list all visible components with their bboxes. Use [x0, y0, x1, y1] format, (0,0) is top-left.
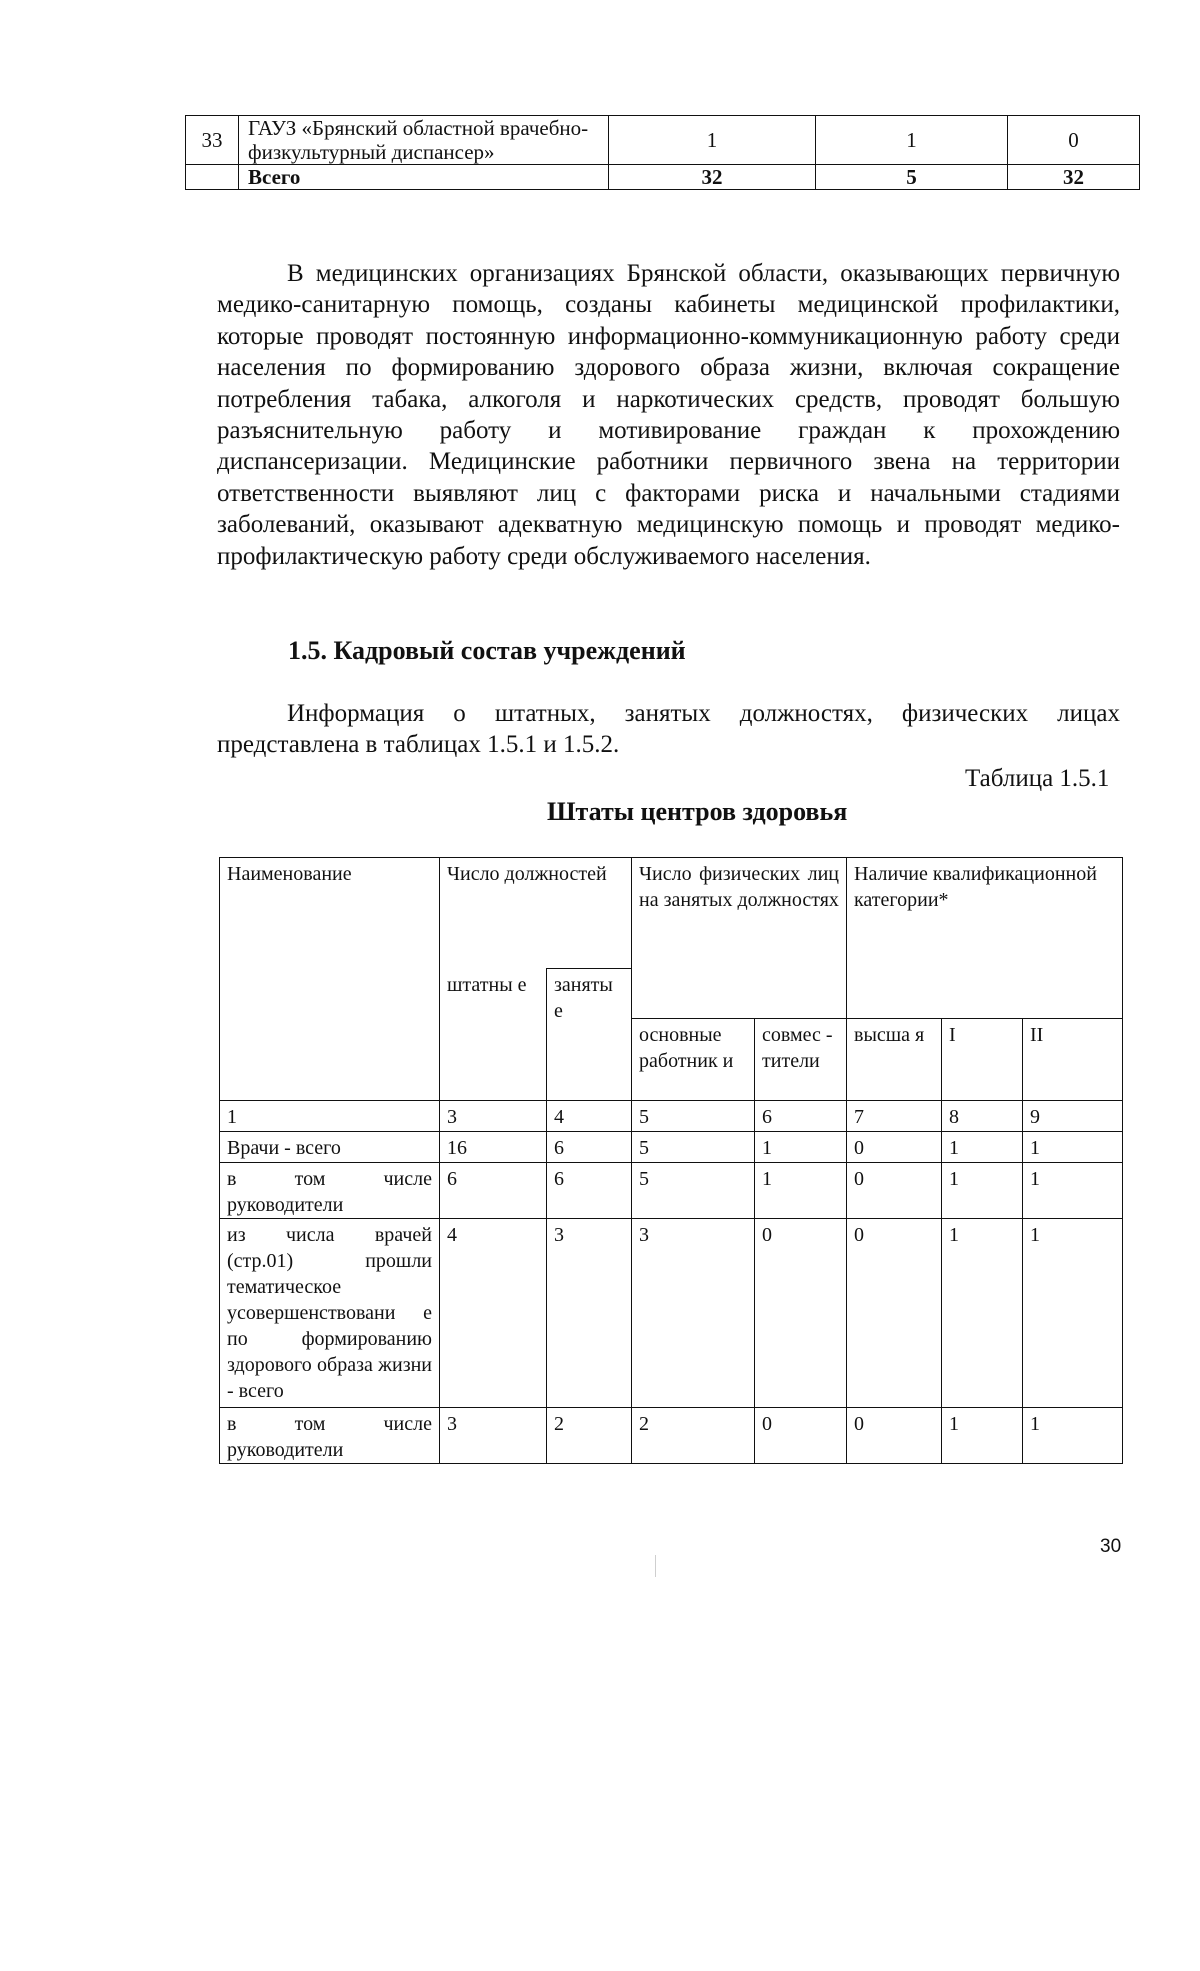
header-highest: высша я [847, 1019, 942, 1101]
total-label: Всего [239, 165, 609, 190]
cell: 1 [755, 1132, 847, 1163]
cell: 3 [440, 1408, 547, 1464]
cell: 0 [847, 1219, 942, 1408]
row-label: в том числе руководители [220, 1408, 440, 1464]
cell: 0 [755, 1408, 847, 1464]
cell: 1 [1023, 1163, 1123, 1219]
header-second: II [1023, 1019, 1123, 1101]
cell: 3 [547, 1219, 632, 1408]
total-value: 5 [816, 165, 1008, 190]
header-positions: Число должностей [440, 858, 632, 969]
table-row [220, 1408, 1123, 1464]
section-heading: 1.5. Кадровый состав учреждений [288, 636, 686, 665]
cell: 5 [632, 1132, 755, 1163]
top-table [185, 115, 1140, 190]
paragraph-staff-info [217, 698, 1120, 761]
row-label: в том числе руководители [220, 1163, 440, 1219]
header-name: Наименование [220, 858, 440, 1101]
cell: 6 [755, 1101, 847, 1132]
paragraph-text: Информация о штатных, занятых должностях, физических лицах представлена в таблицах 1.5.1 и 1.5.2. [217, 700, 1120, 759]
cell: 0 [847, 1408, 942, 1464]
table-row [220, 1163, 1123, 1219]
header-qualification: Наличие квалификационной категории* [847, 858, 1123, 1019]
paragraph-text: В медицинских организациях Брянской области, оказывающих первичную медико-санитарную помощь, созданы кабинеты медицинской профилактики, которые проводят постоянную информационно-коммуникационную работу среди населения по формированию здорового образа жизни, включая сокращение потребления табака, алкоголя и наркотических средств, проводят большую разъяснительную работу и мотивирование граждан к прохождению диспансеризации. Медицинские работники первичного звена на территории ответственности выявляют лиц с факторами риска и начальными стадиями заболеваний, оказывают адекватную медицинскую помощь и проводят медико-профилактическую работу среди обслуживаемого населения. [217, 260, 1120, 570]
cell: 0 [755, 1219, 847, 1408]
cell: 7 [847, 1101, 942, 1132]
header-combined: совмес - тители [755, 1019, 847, 1101]
cell: 1 [942, 1163, 1023, 1219]
header-main: основные работник и [632, 1019, 755, 1101]
cell: 1 [942, 1132, 1023, 1163]
cell: 0 [847, 1132, 942, 1163]
cell: 16 [440, 1132, 547, 1163]
header-row [220, 858, 1123, 969]
organization-name: ГАУЗ «Брянский областной врачебно-физкультурный диспансер» [239, 116, 609, 165]
value-cell: 1 [609, 116, 816, 165]
cell: 1 [1023, 1132, 1123, 1163]
table-row [220, 1219, 1123, 1408]
row-label: Врачи - всего [220, 1132, 440, 1163]
cell: 1 [755, 1163, 847, 1219]
cell: 6 [547, 1132, 632, 1163]
header-persons-text: Число физических лиц на занятых должностях [639, 863, 840, 911]
cell: 2 [632, 1408, 755, 1464]
cell: 3 [440, 1101, 547, 1132]
total-value: 32 [1008, 165, 1140, 190]
scan-mark [655, 1555, 656, 1577]
cell: 5 [632, 1163, 755, 1219]
paragraph-medical-organizations [217, 258, 1120, 572]
cell: 1 [1023, 1219, 1123, 1408]
cell: 5 [632, 1101, 755, 1132]
table-label: Таблица 1.5.1 [965, 765, 1110, 792]
row-number: 33 [186, 116, 239, 165]
cell: 1 [942, 1219, 1023, 1408]
cell: 1 [1023, 1408, 1123, 1464]
cell: 1 [220, 1101, 440, 1132]
cell: 8 [942, 1101, 1023, 1132]
cell: 0 [847, 1163, 942, 1219]
cell: 4 [547, 1101, 632, 1132]
cell: 1 [942, 1408, 1023, 1464]
cell: 6 [440, 1163, 547, 1219]
staff-table [219, 857, 1123, 1464]
header-first: I [942, 1019, 1023, 1101]
total-value: 32 [609, 165, 816, 190]
row-number [186, 165, 239, 190]
cell: 2 [547, 1408, 632, 1464]
value-cell: 0 [1008, 116, 1140, 165]
header-occupied: заняты е [547, 969, 632, 1101]
page-number: 30 [1100, 1536, 1122, 1557]
cell: 3 [632, 1219, 755, 1408]
table-row [220, 1132, 1123, 1163]
cell: 9 [1023, 1101, 1123, 1132]
header-staff: штатны е [440, 969, 547, 1101]
cell: 6 [547, 1163, 632, 1219]
table-title: Штаты центров здоровья [547, 797, 848, 826]
table-row-total [186, 165, 1140, 190]
header-persons [632, 858, 847, 1019]
row-label: из числа врачей (стр.01) прошли тематическое усовершенствовани е по формированию здорового образа жизни - всего [220, 1219, 440, 1408]
table-row [186, 116, 1140, 165]
value-cell: 1 [816, 116, 1008, 165]
table-row [220, 1101, 1123, 1132]
cell: 4 [440, 1219, 547, 1408]
